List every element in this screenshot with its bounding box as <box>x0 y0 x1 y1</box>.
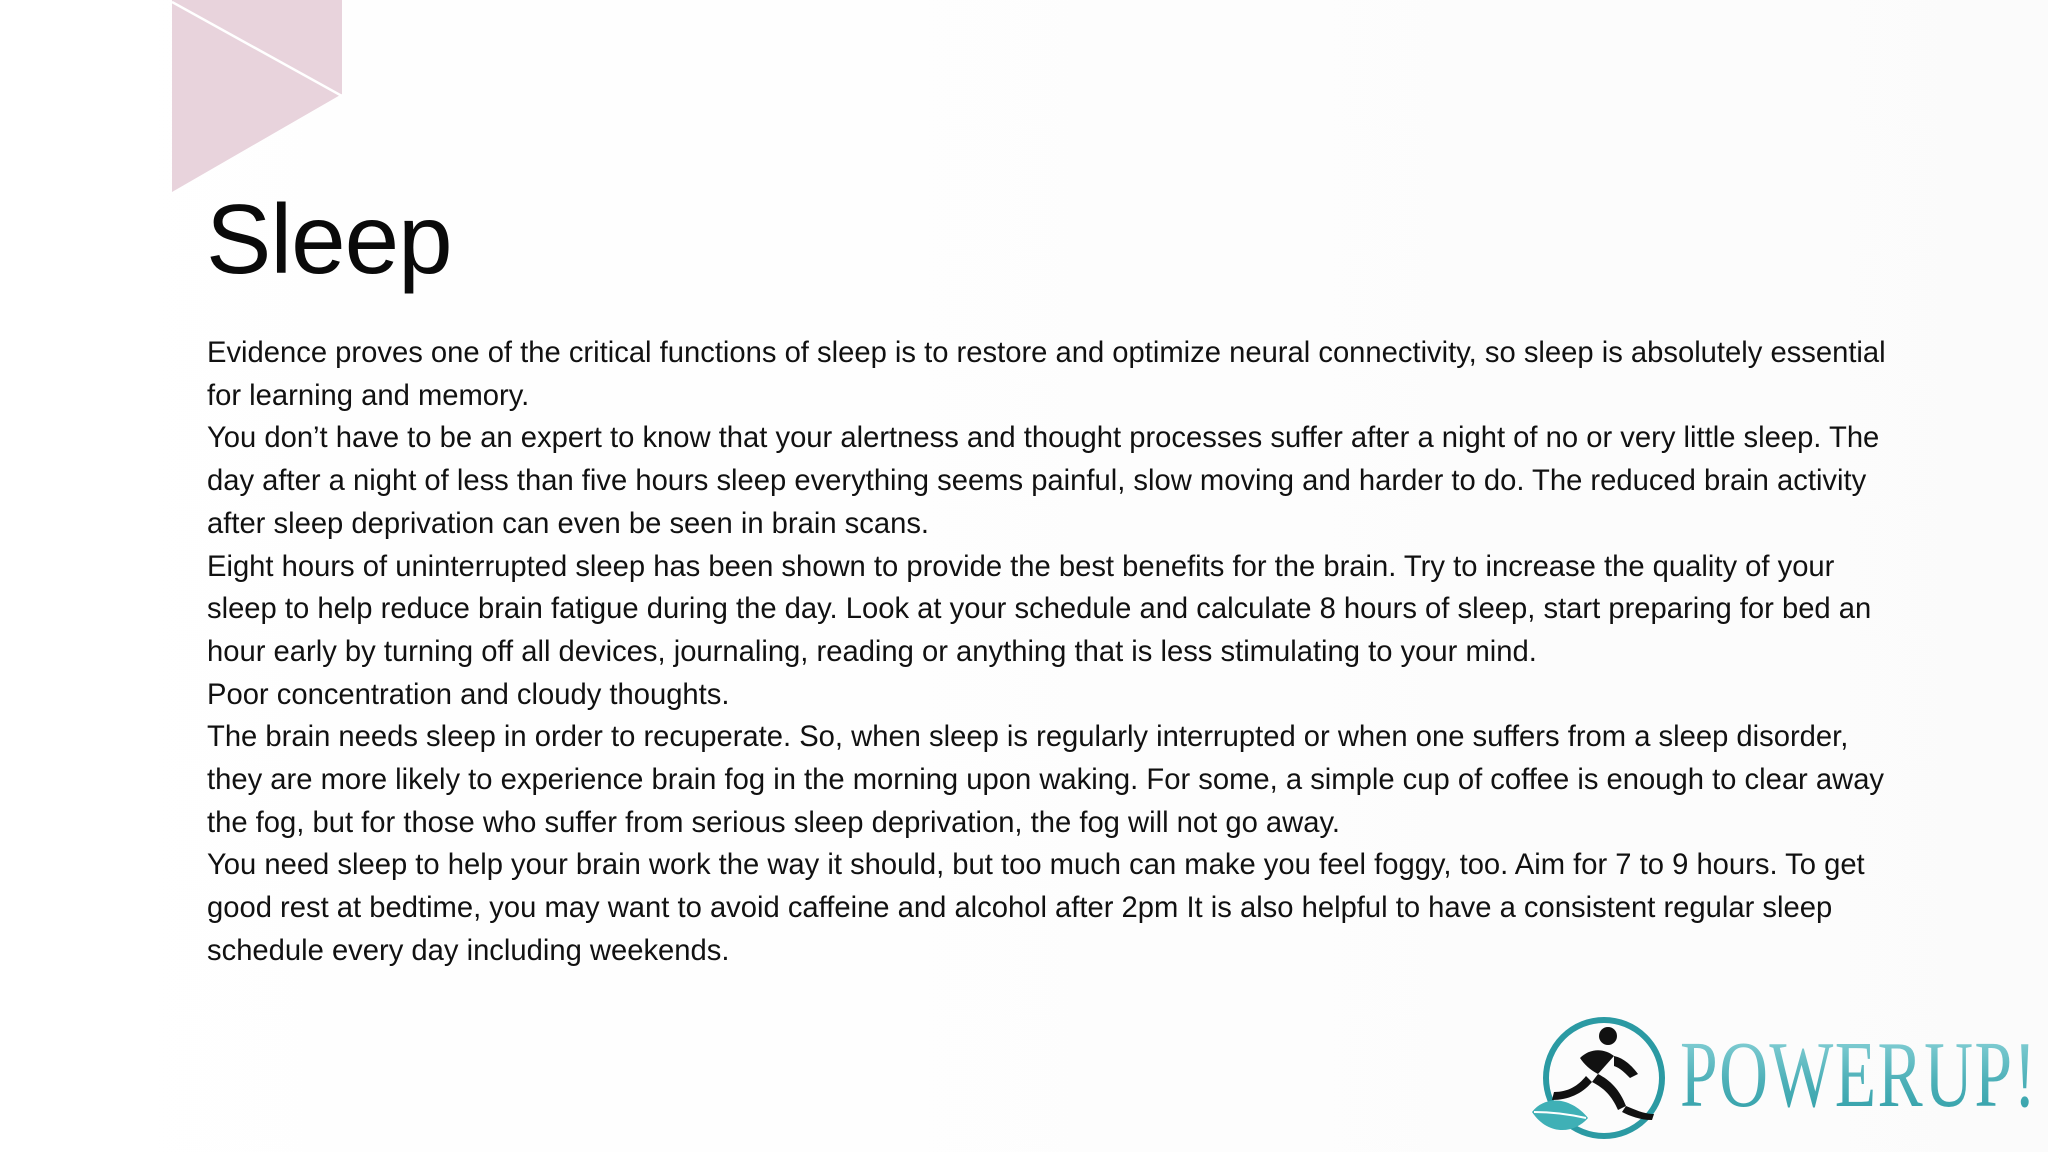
running-figure-icon <box>1528 1014 1668 1148</box>
body-paragraph: Poor concentration and cloudy thoughts. <box>207 678 730 711</box>
body-paragraph: Evidence proves one of the critical functions of sleep is to restore and optimize neural connectivity, so sleep is absolutely essential for learning and memory. <box>207 337 1886 412</box>
slide-title: Sleep <box>206 184 452 294</box>
body-paragraph: Eight hours of uninterrupted sleep has been shown to provide the best benefits for the brain. Try to increase the quality of your sleep to help reduce brain fatigue during the day. Look at your schedule and calculate 8 hours of sleep, start preparing for bed an hour early by turning off all devices, journaling, reading or anything that is less stimulating to your mind. <box>207 550 1872 668</box>
logo-wordmark: POWERUP! <box>1680 1023 2038 1127</box>
body-paragraph: You need sleep to help your brain work the way it should, but too much can make you feel foggy, too. Aim for 7 to 9 hours. To get good rest at bedtime, you may want to avoid caffeine and alcohol after 2pm It is also helpful to have a consistent regular sleep schedule every day including weekends. <box>207 849 1865 967</box>
body-paragraph: You don’t have to be an expert to know that your alertness and thought processes suffer after a night of no or very little sleep. The day after a night of less than five hours sleep everything seems painful, slow moving and harder to do. The reduced brain activity after sleep deprivation can even be seen in brain scans. <box>207 422 1880 540</box>
powerup-logo <box>1528 1010 2048 1152</box>
slide-body <box>207 332 1887 973</box>
corner-triangle-decoration <box>172 0 342 192</box>
body-paragraph: The brain needs sleep in order to recuperate. So, when sleep is regularly interrupted or when one suffers from a sleep disorder, they are more likely to experience brain fog in the morning upon waking. For some, a simple cup of coffee is enough to clear away the fog, but for those who suffer from serious sleep deprivation, the fog will not go away. <box>207 721 1885 839</box>
